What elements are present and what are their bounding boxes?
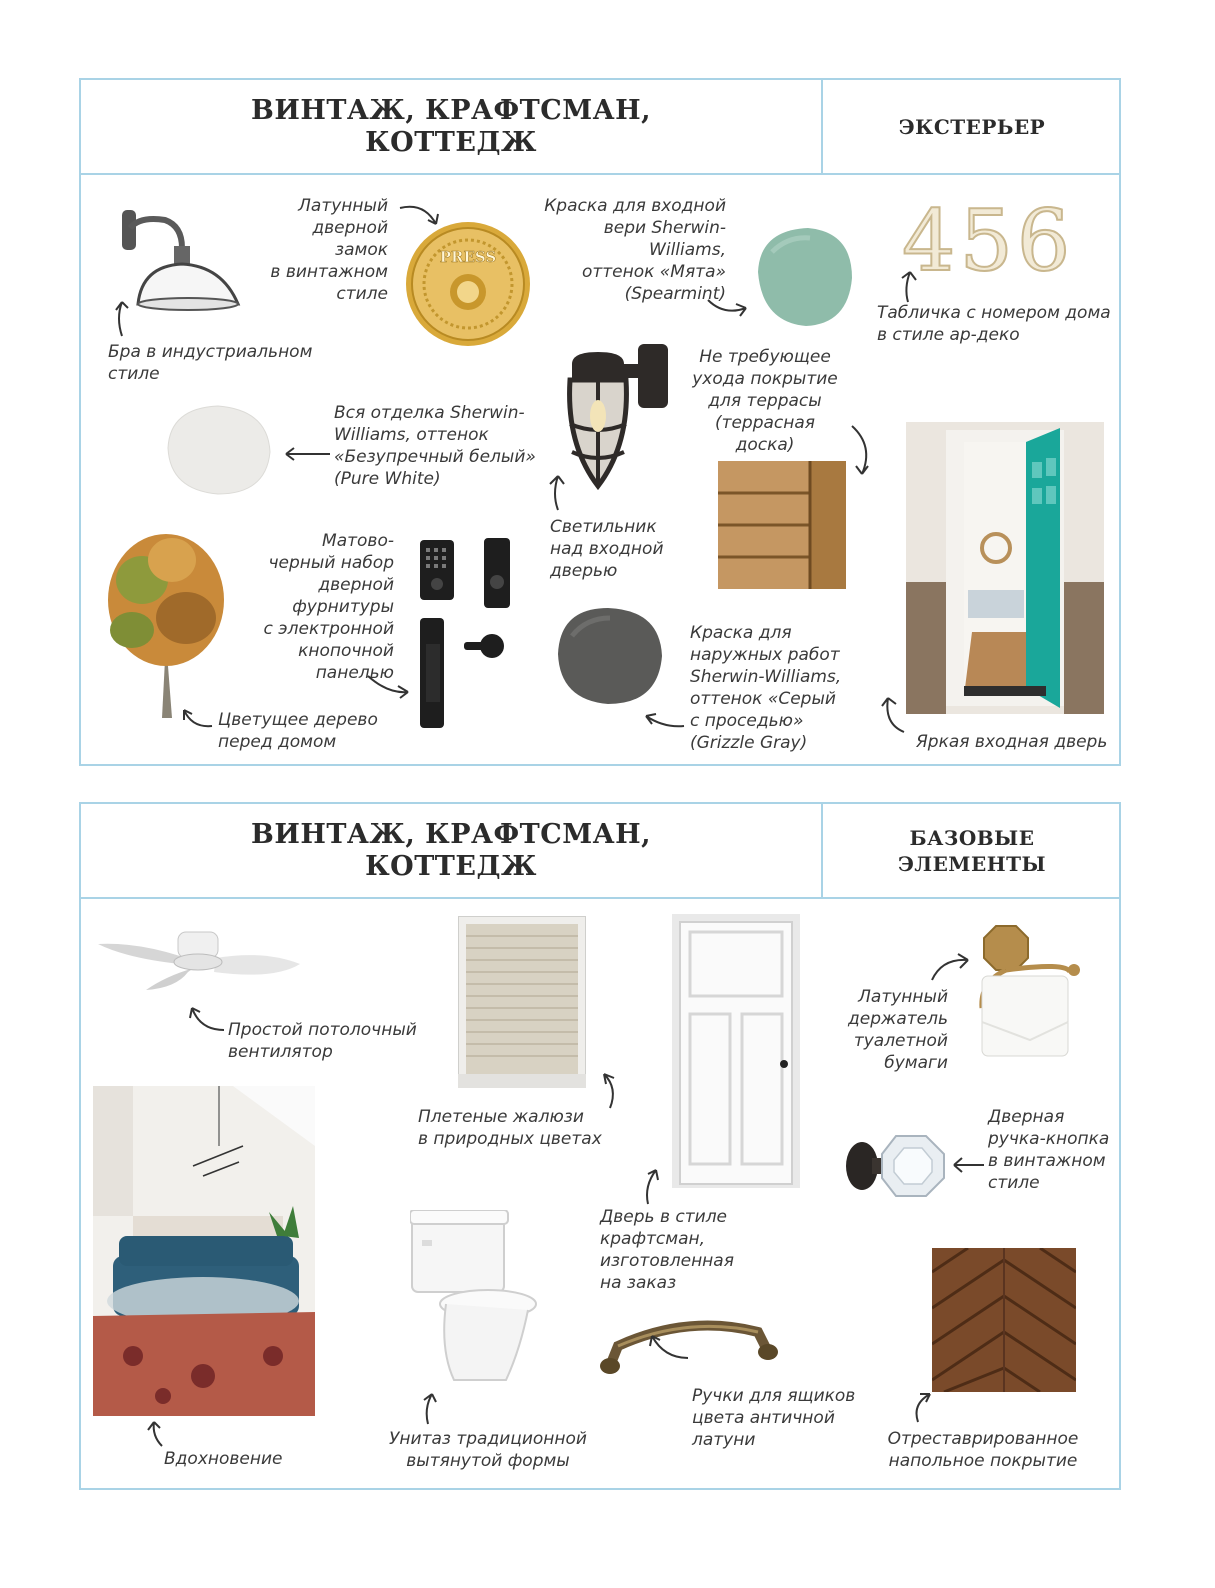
arrow-pulls-icon — [644, 1330, 690, 1362]
caption-lamp: Светильник над входной дверью — [550, 517, 664, 581]
panel-header — [81, 80, 1119, 175]
doorbell-press-text: PRESS — [439, 248, 497, 266]
arrow-trim-icon — [282, 444, 332, 464]
inspiration-living-room-photo — [93, 1086, 315, 1416]
arrow-craft-door-icon — [640, 1166, 666, 1206]
panel-category: ЭКСТЕРЬЕР — [898, 114, 1046, 139]
crystal-door-knob-image — [844, 1130, 948, 1202]
front-door-photo — [906, 422, 1104, 714]
caption-house-sign: Табличка с номером дома в стиле ар-деко — [877, 303, 1111, 345]
arrow-exterior-paint-icon — [640, 706, 686, 732]
arrow-toilet-icon — [418, 1390, 442, 1426]
arrow-door-paint-icon — [706, 290, 750, 320]
brass-doorbell-image — [404, 220, 532, 348]
house-number-sign: 456 — [902, 192, 1075, 290]
elongated-toilet-image — [410, 1210, 538, 1384]
flowering-tree-image — [102, 530, 230, 720]
caption-sconce: Бра в индустриальном стиле — [108, 342, 313, 384]
arrow-knob-icon — [950, 1154, 986, 1176]
caption-trim: Вся отделка Sherwin- Williams, оттенок «Безупречный белый» (Pure White) — [334, 403, 536, 489]
craftsman-door-image — [672, 914, 800, 1188]
caption-brass-lock: Латунный дверной замок в винтажном стиле — [270, 196, 388, 304]
front-door-lamp-image — [562, 344, 674, 496]
woven-blinds-image — [458, 916, 586, 1088]
panel-header — [81, 804, 1119, 899]
panel-title: ВИНТАЖ, КРАФТСМАН, КОТТЕДЖ — [251, 818, 651, 882]
caption-hardware: Матово- черный набор дверной фурнитуры с электронной кнопочной панелью — [263, 531, 394, 683]
caption-inspiration: Вдохновение — [164, 1449, 283, 1469]
caption-tp-holder: Латунный держатель туалетной бумаги — [848, 987, 948, 1073]
arrow-fan-icon — [186, 1004, 226, 1034]
arrow-blinds-icon — [596, 1070, 624, 1110]
arrow-inspiration-icon — [144, 1418, 170, 1448]
spearmint-paint-swatch — [748, 222, 858, 330]
pure-white-paint-swatch — [160, 402, 276, 498]
caption-tree: Цветущее дерево перед домом — [218, 710, 378, 752]
ceiling-fan-image — [96, 928, 304, 994]
caption-door-paint: Краска для входной вери Sherwin-Williams, оттенок «Мята» (Spearmint) — [544, 196, 726, 304]
caption-toilet: Унитаз традиционной вытянутой формы — [389, 1429, 587, 1471]
caption-fan: Простой потолочный вентилятор — [228, 1020, 417, 1062]
arrow-lamp-icon — [546, 472, 568, 512]
arrow-sconce-icon — [112, 296, 132, 340]
deck-board-sample — [718, 461, 846, 589]
arrow-house-sign-icon — [896, 268, 920, 304]
caption-blinds: Плетеные жалюзи в природных цветах — [418, 1107, 602, 1149]
arrow-front-door-icon — [878, 694, 910, 734]
caption-floor: Отреставрированное напольное покрытие — [887, 1429, 1079, 1471]
arrow-floor-icon — [908, 1390, 938, 1424]
panel-category: БАЗОВЫЕ ЭЛЕМЕНТЫ — [897, 825, 1047, 876]
caption-knob: Дверная ручка-кнопка в винтажном стиле — [988, 1107, 1110, 1193]
caption-craft-door: Дверь в стиле крафтсман, изготовленная на заказ — [600, 1207, 734, 1293]
caption-front-door: Яркая входная дверь — [916, 732, 1108, 752]
herringbone-floor-sample — [932, 1248, 1076, 1392]
arrow-tp-holder-icon — [928, 952, 972, 982]
grizzle-gray-paint-swatch — [552, 604, 666, 708]
caption-decking: Не требующее ухода покрытие для террасы (террасная доска) — [692, 347, 838, 455]
panel-title: ВИНТАЖ, КРАФТСМАН, КОТТЕДЖ — [251, 94, 651, 158]
arrow-decking-icon — [846, 424, 876, 478]
matte-black-hardware-set — [412, 532, 524, 732]
arrow-hardware-icon — [366, 672, 410, 698]
caption-pulls: Ручки для ящиков цвета античной латуни — [692, 1386, 856, 1450]
caption-exterior-paint: Краска для наружных работ Sherwin-Williams, оттенок «Серый с проседью» (Grizzle Gray) — [690, 623, 842, 753]
toilet-paper-holder-image — [970, 922, 1086, 1060]
arrow-tree-icon — [178, 706, 214, 732]
